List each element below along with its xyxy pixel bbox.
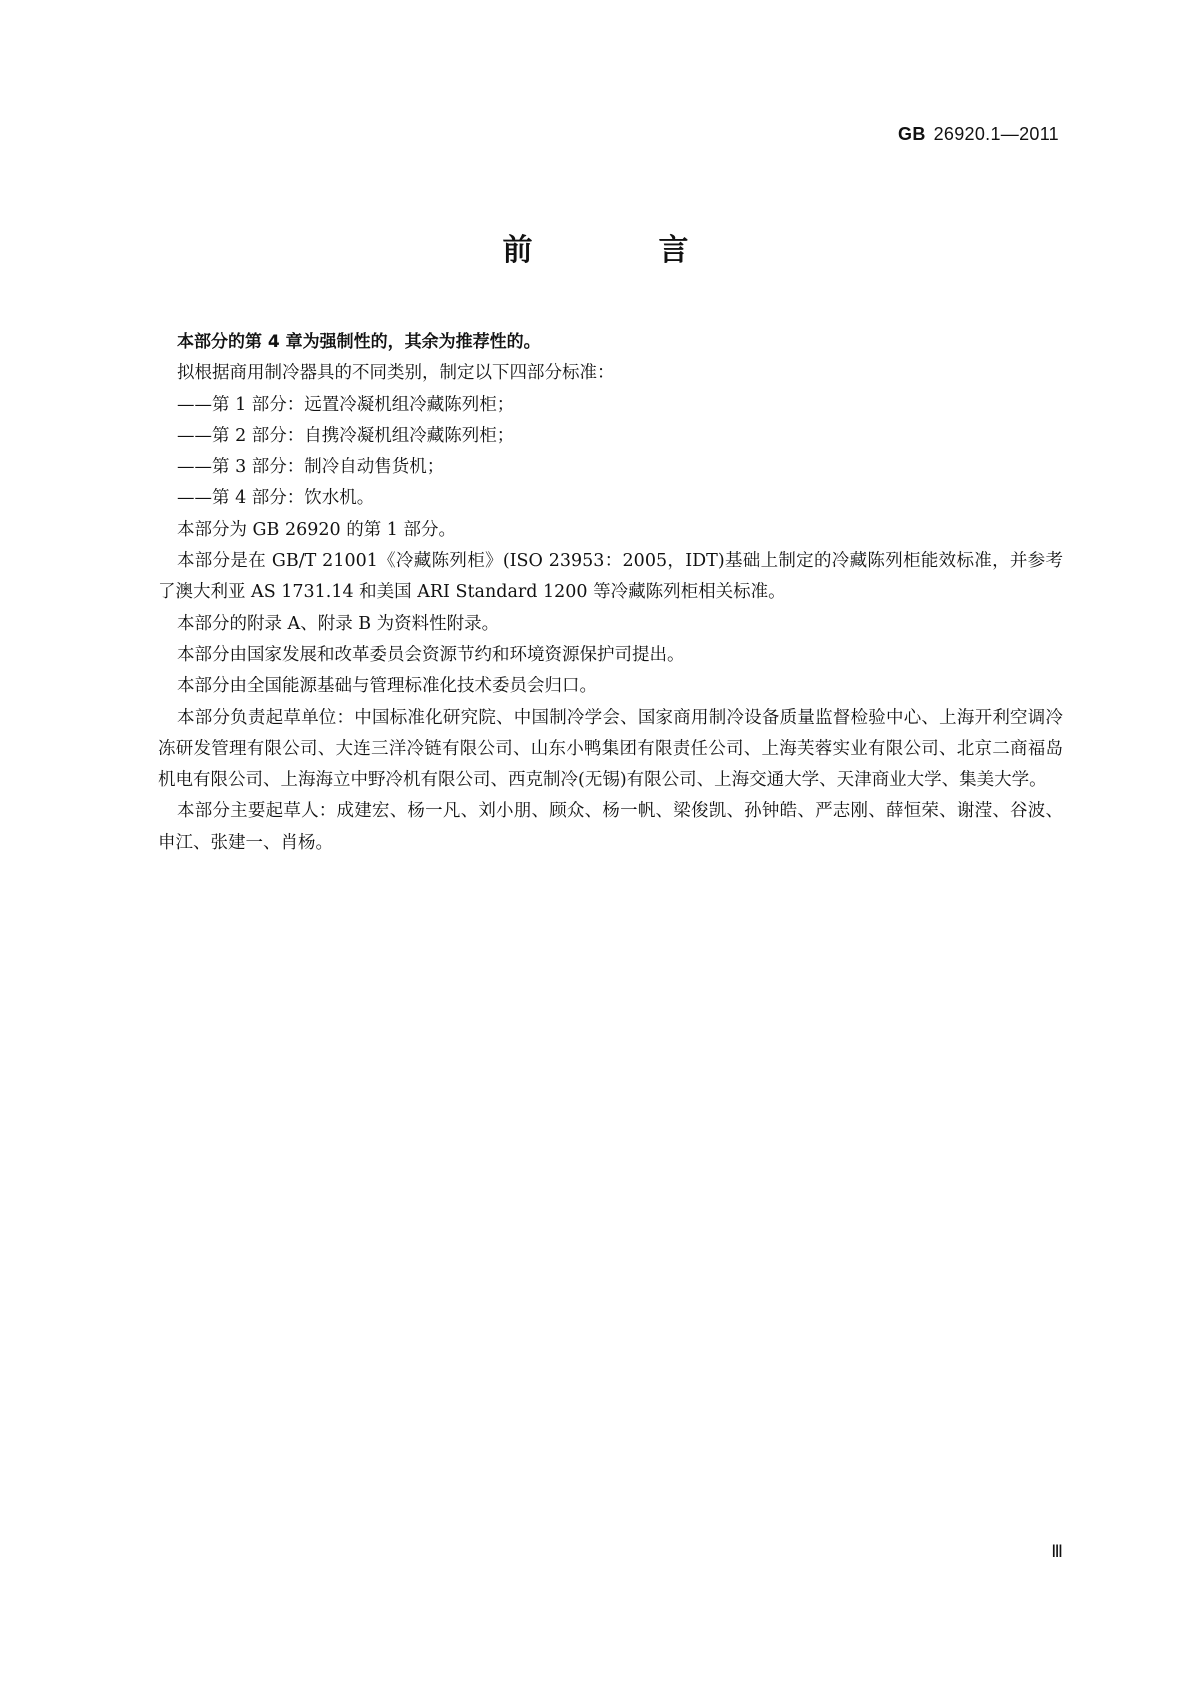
part-identification-paragraph: 本部分为 GB 26920 的第 1 部分。 <box>177 519 456 540</box>
annex-paragraph: 本部分的附录 A、附录 B 为资料性附录。 <box>177 613 500 634</box>
drafters-paragraph: 本部分主要起草人：成建宏、杨一凡、刘小朋、顾众、杨一帆、梁俊凯、孙钟皓、严志刚、薛恒荣、谢滢、谷波、申江、张建一、肖杨。 <box>158 801 1063 853</box>
proposer-paragraph: 本部分由国家发展和改革委员会资源节约和环境资源保护司提出。 <box>177 644 685 665</box>
standard-code <box>898 124 1059 145</box>
part-list-item: ——第 3 部分：制冷自动售货机； <box>177 457 445 478</box>
standard-prefix: GB <box>898 124 926 144</box>
part-list-item: ——第 2 部分：自携冷凝机组冷藏陈列柜； <box>177 425 515 446</box>
drafting-units-paragraph: 本部分负责起草单位：中国标准化研究院、中国制冷学会、国家商用制冷设备质量监督检验中心、上海开利空调冷冻研发管理有限公司、大连三洋冷链有限公司、山东小鸭集团有限责任公司、上海芙蓉实业有限公司、北京二商福岛机电有限公司、上海海立中野冷机有限公司、西克制冷(无锡)有限公司、上海交通大学、天津商业大学、集美大学。 <box>158 707 1063 791</box>
basis-paragraph: 本部分是在 GB/T 21001《冷藏陈列柜》(ISO 23953：2005，IDT)基础上制定的冷藏陈列柜能效标准，并参考了澳大利亚 AS 1731.14 和美国 ARI Standard 1200 等冷藏陈列柜相关标准。 <box>158 551 1063 603</box>
page-number: Ⅲ <box>1051 1542 1063 1561</box>
part-list-item: ——第 4 部分：饮水机。 <box>177 488 375 509</box>
page-title: 前 言 <box>502 233 737 268</box>
standard-number: 26920.1—2011 <box>933 124 1059 144</box>
part-list-item: ——第 1 部分：远置冷凝机组冷藏陈列柜； <box>177 394 515 415</box>
parts-intro-paragraph: 拟根据商用制冷器具的不同类别，制定以下四部分标准： <box>177 363 615 384</box>
committee-paragraph: 本部分由全国能源基础与管理标准化技术委员会归口。 <box>177 676 597 697</box>
foreword-body <box>158 327 1063 859</box>
mandatory-clause-statement: 本部分的第 4 章为强制性的，其余为推荐性的。 <box>177 332 541 352</box>
